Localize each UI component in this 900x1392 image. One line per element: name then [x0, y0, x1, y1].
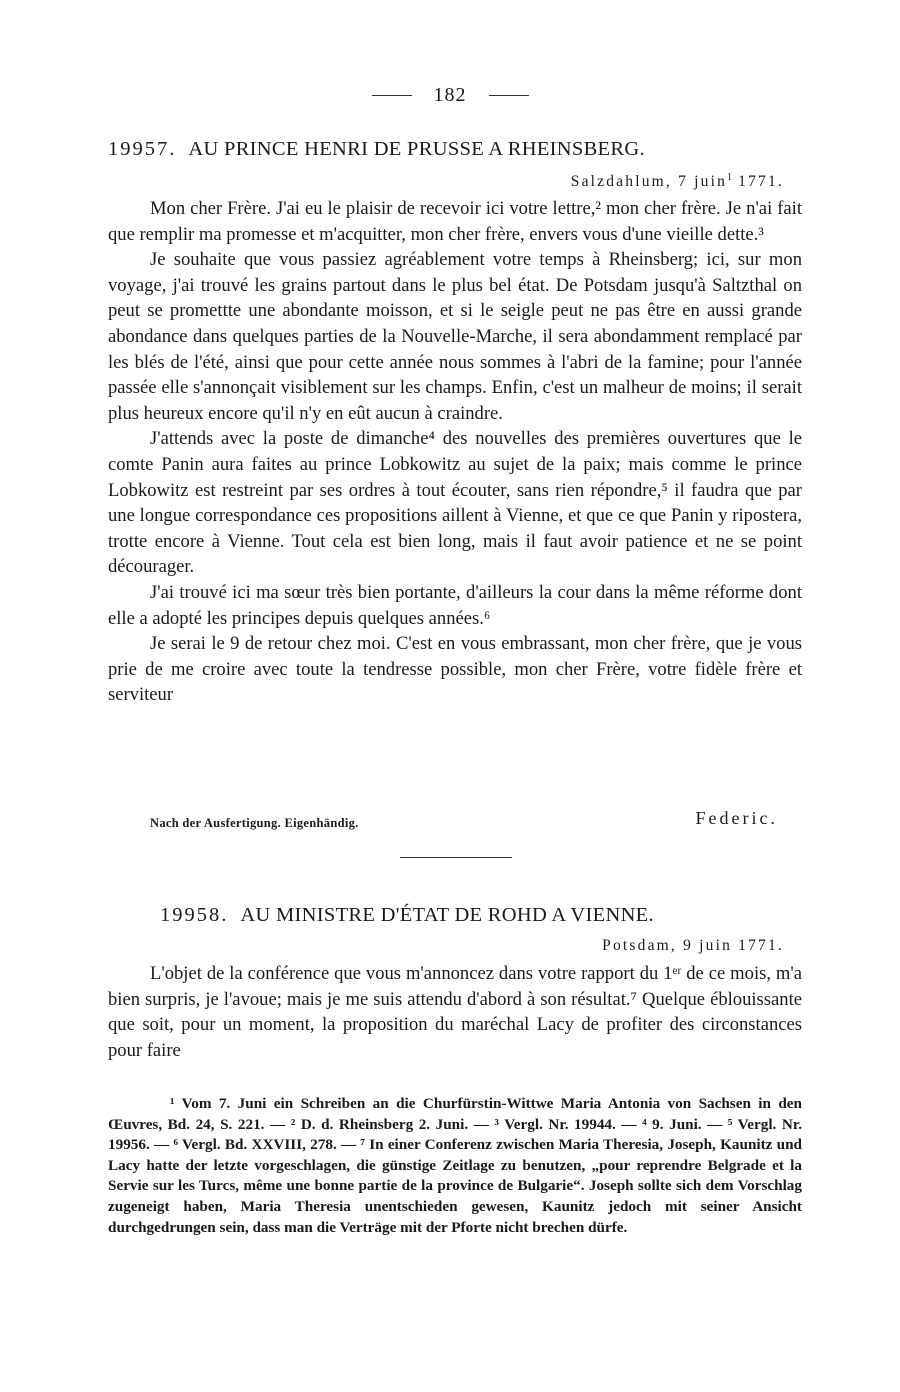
footnotes: [108, 1094, 802, 1238]
letter-1-paragraph: Je serai le 9 de retour chez moi. C'est en vous embrassant, mon cher frère, que je vous prie de me croire avec toute la tendresse possible, mon cher Frère, votre fidèle frère et serviteur: [108, 633, 802, 706]
letter-1-date-day: 7 juin: [678, 173, 728, 191]
letter-1-date-note: 1: [727, 172, 733, 183]
section-divider: [400, 857, 512, 858]
letter-1-body: [108, 196, 802, 708]
letter-2-paragraph: L'objet de la conférence que vous m'annoncez dans votre rapport du 1ᵉʳ de ce mois, m'a bien surpris, je l'avoue; mais je me suis attendu d'abord à son résultat.⁷ Quelque éblouissante que soit, pour un moment, la proposition du maréchal Lacy de profiter des circonstances pour faire: [108, 963, 802, 1061]
letter-2-number: 19958.: [160, 904, 229, 926]
letter-1-signature: Federic.: [695, 808, 778, 828]
footnote-block: ¹ Vom 7. Juni ein Schreiben an die Churfürstin-Wittwe Maria Antonia von Sachsen in den Œuvres, Bd. 24, S. 221. — ² D. d. Rheinsberg 2. Juni. — ³ Vergl. Nr. 19944. — ⁴ 9. Juni. — ⁵ Vergl. Nr. 19956. — ⁶ Vergl. Bd. XXVIII, 278. — ⁷ In einer Conferenz zwischen Maria Theresia, Joseph, Kaunitz und Lacy hatte der letzte vorgeschlagen, die günstige Zeitlage zu benutzen, „pour reprendre Belgrade et la Servie sur les Turcs, même une bonne partie de la province de Bulgarie“. Joseph sollte sich dem Vorschlag zugeneigt haben, Maria Theresia unentschieden gewesen, Kaunitz jedoch mit seiner Ansicht durchgedrungen sein, dass man die Verträge mit der Pforte nicht brechen dürfe.: [108, 1095, 802, 1236]
letter-2-heading: [160, 904, 860, 927]
letter-1-title: AU PRINCE HENRI DE PRUSSE A RHEINSBERG.: [188, 138, 645, 160]
letter-1-source-note: Nach der Ausfertigung. Eigenhändig.: [150, 816, 359, 830]
letter-2-body: [108, 961, 802, 1063]
page-header: [0, 84, 900, 114]
letter-1-heading: [108, 138, 808, 161]
letter-2-date-year: 1771.: [738, 937, 784, 954]
letter-1-paragraph: Mon cher Frère. J'ai eu le plaisir de recevoir ici votre lettre,² mon cher frère. Je n'ai fait que remplir ma promesse et m'acquitter, mon cher frère, envers vous d'une vieille dette.³: [108, 198, 802, 245]
letter-1-number: 19957.: [108, 138, 177, 160]
letter-2-dateline: [602, 937, 784, 955]
letter-1-dateline: [571, 172, 784, 191]
letter-2-place: Potsdam,: [602, 937, 678, 954]
letter-1-date-year: 1771.: [738, 173, 784, 191]
letter-1-paragraph: J'ai trouvé ici ma sœur très bien portante, d'ailleurs la cour dans la même réforme dont elle a adopté les principes depuis quelques années.⁶: [108, 581, 802, 629]
letter-1-place: Salzdahlum,: [570, 173, 673, 191]
letter-2-title: AU MINISTRE D'ÉTAT DE ROHD A VIENNE.: [240, 904, 654, 926]
letter-2-date-day: 9 juin: [683, 937, 733, 954]
header-rule-left: [372, 95, 412, 96]
header-rule-right: [489, 95, 529, 96]
page-number: 182: [433, 84, 467, 106]
letter-1-paragraph: J'attends avec la poste de dimanche⁴ des nouvelles des premières ouvertures que le comte Panin aura faites au prince Lobkowitz au sujet de la paix; mais comme le prince Lobkowitz est restreint par ses ordres à tout écouter, sans rien répondre,⁵ il faudra que par une longue correspondance ces propositions aillent à Vienne, et que ce que Panin y ripostera, trotte encore à Vienne. Tout cela est bien long, mais il faut avoir patience et ne se point décourager.: [108, 428, 802, 578]
letter-1-paragraph: Je souhaite que vous passiez agréablement votre temps à Rheinsberg; ici, sur mon voyage, j'ai trouvé les grains partout dans le plus bel état. De Potsdam jusqu'à Saltzthal on peut se promettte une abondante moisson, et si le seigle peut ne pas être en aussi grande abondance dans quelques parties de la Nouvelle-Marche, il sera abondamment remplacé par les blés de l'été, ainsi que pour cette année nous sommes à l'abri de la famine; pour l'année passée elle s'annonçait visiblement sur les champs. Enfin, c'est un malheur de moins; il serait plus heureux encore qu'il n'y en eût aucun à craindre.: [108, 249, 802, 424]
